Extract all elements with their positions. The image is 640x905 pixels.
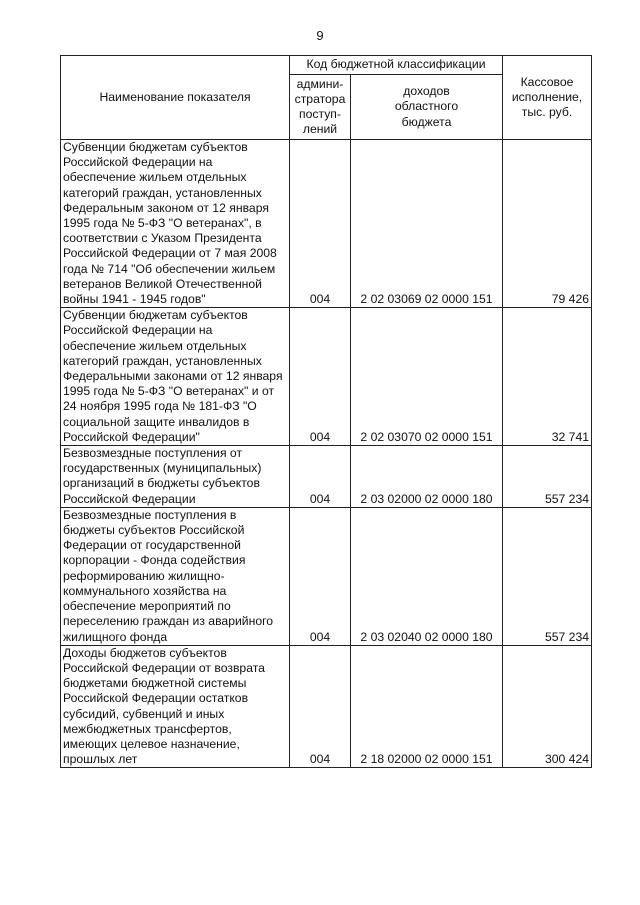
table-row xyxy=(61,308,592,446)
header-indicator-name: Наименование показателя xyxy=(61,56,290,140)
row-administrator-code: 004 xyxy=(290,140,351,308)
row-indicator-name: Доходы бюджетов субъектов Российской Федерации от возврата бюджетами бюджетной системы Российской Федерации остатков субсидий, субвенций и иных межбюджетных трансфертов, имеющих целевое назначение, прошлых лет xyxy=(61,645,290,768)
row-budget-code: 2 02 03070 02 0000 151 xyxy=(351,308,503,446)
row-cash-amount: 79 426 xyxy=(503,140,592,308)
row-cash-amount: 557 234 xyxy=(503,446,592,508)
header-cash-execution: Кассовое исполнение, тыс. руб. xyxy=(503,56,592,140)
table-row xyxy=(61,446,592,508)
row-indicator-name: Субвенции бюджетам субъектов Российской Федерации на обеспечение жильем отдельных категорий граждан, установленных Федеральными законами от 12 января 1995 года № 5-ФЗ "О ветеранах" и от 24 ноября 1995 года № 181-ФЗ "О социальной защите инвалидов в Российской Федерации" xyxy=(61,308,290,446)
header-classification-code: Код бюджетной классификации xyxy=(290,56,503,75)
row-indicator-name: Субвенции бюджетам субъектов Российской Федерации на обеспечение жильем отдельных категорий граждан, установленных Федеральным законом от 12 января 1995 года № 5-ФЗ "О ветеранах", в соответствии с Указом Президента Российской Федерации от 7 мая 2008 года № 714 "Об обеспечении жильем ветеранов Великой Отечественной войны 1941 - 1945 годов" xyxy=(61,140,290,308)
row-budget-code: 2 03 02000 02 0000 180 xyxy=(351,446,503,508)
row-indicator-name: Безвозмездные поступления от государственных (муниципальных) организаций в бюджеты субъектов Российской Федерации xyxy=(61,446,290,508)
table-header xyxy=(61,56,592,140)
row-budget-code: 2 18 02000 02 0000 151 xyxy=(351,645,503,768)
row-cash-amount: 557 234 xyxy=(503,507,592,645)
budget-table xyxy=(60,55,592,768)
header-regional-income: доходов областного бюджета xyxy=(351,75,503,140)
row-cash-amount: 32 741 xyxy=(503,308,592,446)
row-cash-amount: 300 424 xyxy=(503,645,592,768)
row-administrator-code: 004 xyxy=(290,308,351,446)
row-budget-code: 2 02 03069 02 0000 151 xyxy=(351,140,503,308)
row-administrator-code: 004 xyxy=(290,446,351,508)
table-row xyxy=(61,507,592,645)
table-row xyxy=(61,140,592,308)
row-budget-code: 2 03 02040 02 0000 180 xyxy=(351,507,503,645)
table-body xyxy=(61,140,592,768)
row-administrator-code: 004 xyxy=(290,645,351,768)
header-administrator: админи- стратора поступ- лений xyxy=(290,75,351,140)
table-row xyxy=(61,645,592,768)
page-number: 9 xyxy=(316,28,324,43)
row-administrator-code: 004 xyxy=(290,507,351,645)
row-indicator-name: Безвозмездные поступления в бюджеты субъектов Российской Федерации от государственной корпорации - Фонда содействия реформированию жилищно-коммунального хозяйства на обеспечение мероприятий по переселению граждан из аварийного жилищного фонда xyxy=(61,507,290,645)
